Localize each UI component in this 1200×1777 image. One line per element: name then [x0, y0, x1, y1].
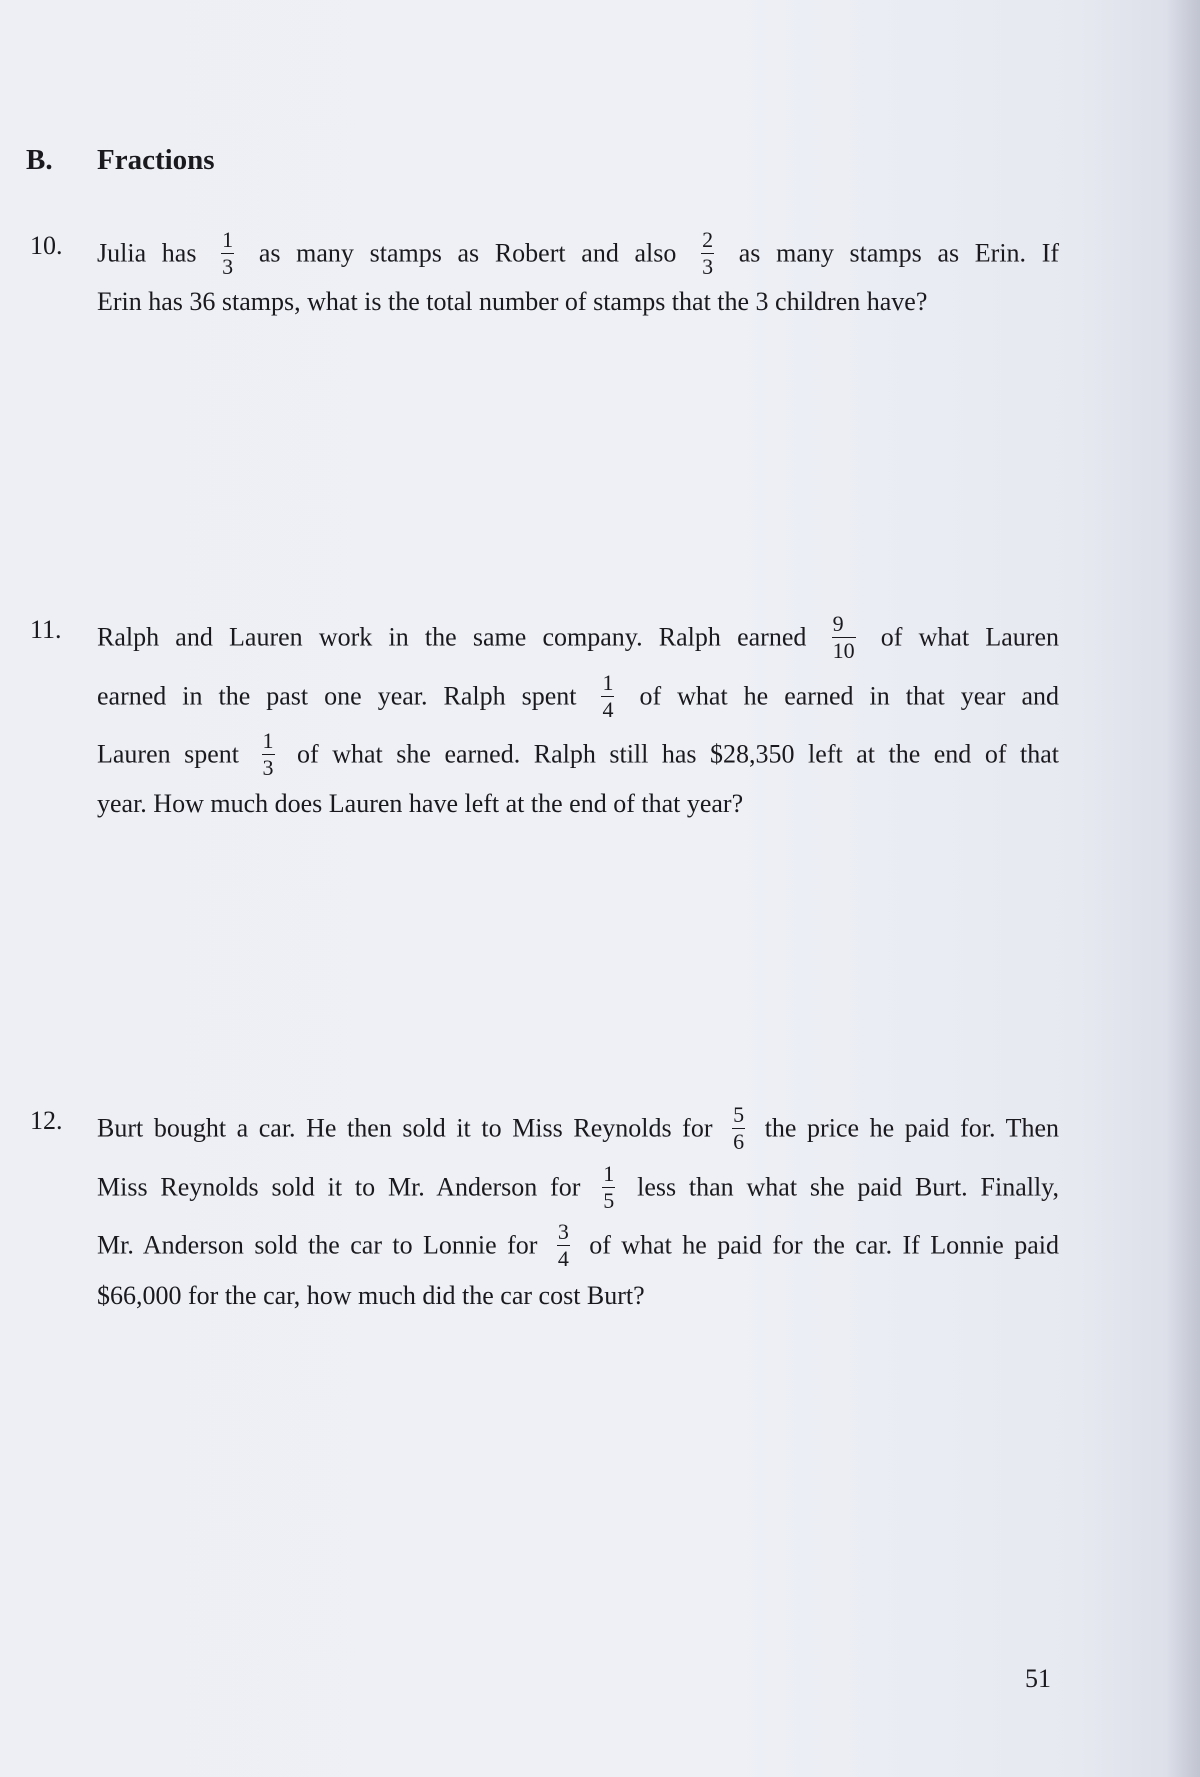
question-text-line: year. How much does Lauren have left at the end of that year? [97, 789, 744, 818]
question-text-line: Lauren spent $\frac{1}{3}$ of what she earned. Ralph still has $28,350 left at the end of that [97, 728, 1059, 780]
fraction: $\frac{1}{3}$ [222, 227, 234, 279]
fraction: $\frac{1}{5}$ [603, 1161, 615, 1213]
question-text-line: Julia has $\frac{1}{3}$ as many stamps as Robert and also $\frac{2}{3}$ as many stamps as Erin. If [97, 227, 1060, 279]
question-number: 10. [30, 231, 63, 260]
section-letter: B. [26, 144, 53, 176]
fraction: $\frac{3}{4}$ [557, 1219, 569, 1271]
question-text-line: Ralph and Lauren work in the same company. Ralph earned $\frac{9}{10}$ of what Lauren [97, 611, 1060, 663]
page-number: 51 [1025, 1664, 1051, 1693]
fraction: $\frac{9}{10}$ [832, 611, 855, 663]
question-text-line: Miss Reynolds sold it to Mr. Anderson for $\frac{1}{5}$ less than what she paid Burt. Finally, [97, 1161, 1059, 1213]
question-text-line: earned in the past one year. Ralph spent $\frac{1}{4}$ of what he earned in that year and [97, 670, 1059, 722]
question-text-line: $66,000 for the car, how much did the car cost Burt? [97, 1281, 645, 1310]
fraction: $\frac{2}{3}$ [702, 227, 714, 279]
page-edge-shadow [1166, 0, 1200, 1777]
fraction: $\frac{1}{3}$ [262, 728, 274, 780]
question-text-line: Mr. Anderson sold the car to Lonnie for $\frac{3}{4}$ of what he paid for the car. If Lonnie paid [97, 1219, 1060, 1271]
question-text-line: Erin has 36 stamps, what is the total number of stamps that the 3 children have? [97, 287, 928, 316]
fraction: $\frac{1}{4}$ [602, 670, 614, 722]
section-heading [26, 142, 215, 178]
fraction: $\frac{5}{6}$ [733, 1102, 745, 1154]
question-text-line: Burt bought a car. He then sold it to Miss Reynolds for $\frac{5}{6}$ the price he paid for. Then [97, 1102, 1059, 1154]
section-title: Fractions [97, 144, 215, 176]
question-number: 11. [30, 615, 62, 644]
question-number: 12. [30, 1106, 63, 1135]
